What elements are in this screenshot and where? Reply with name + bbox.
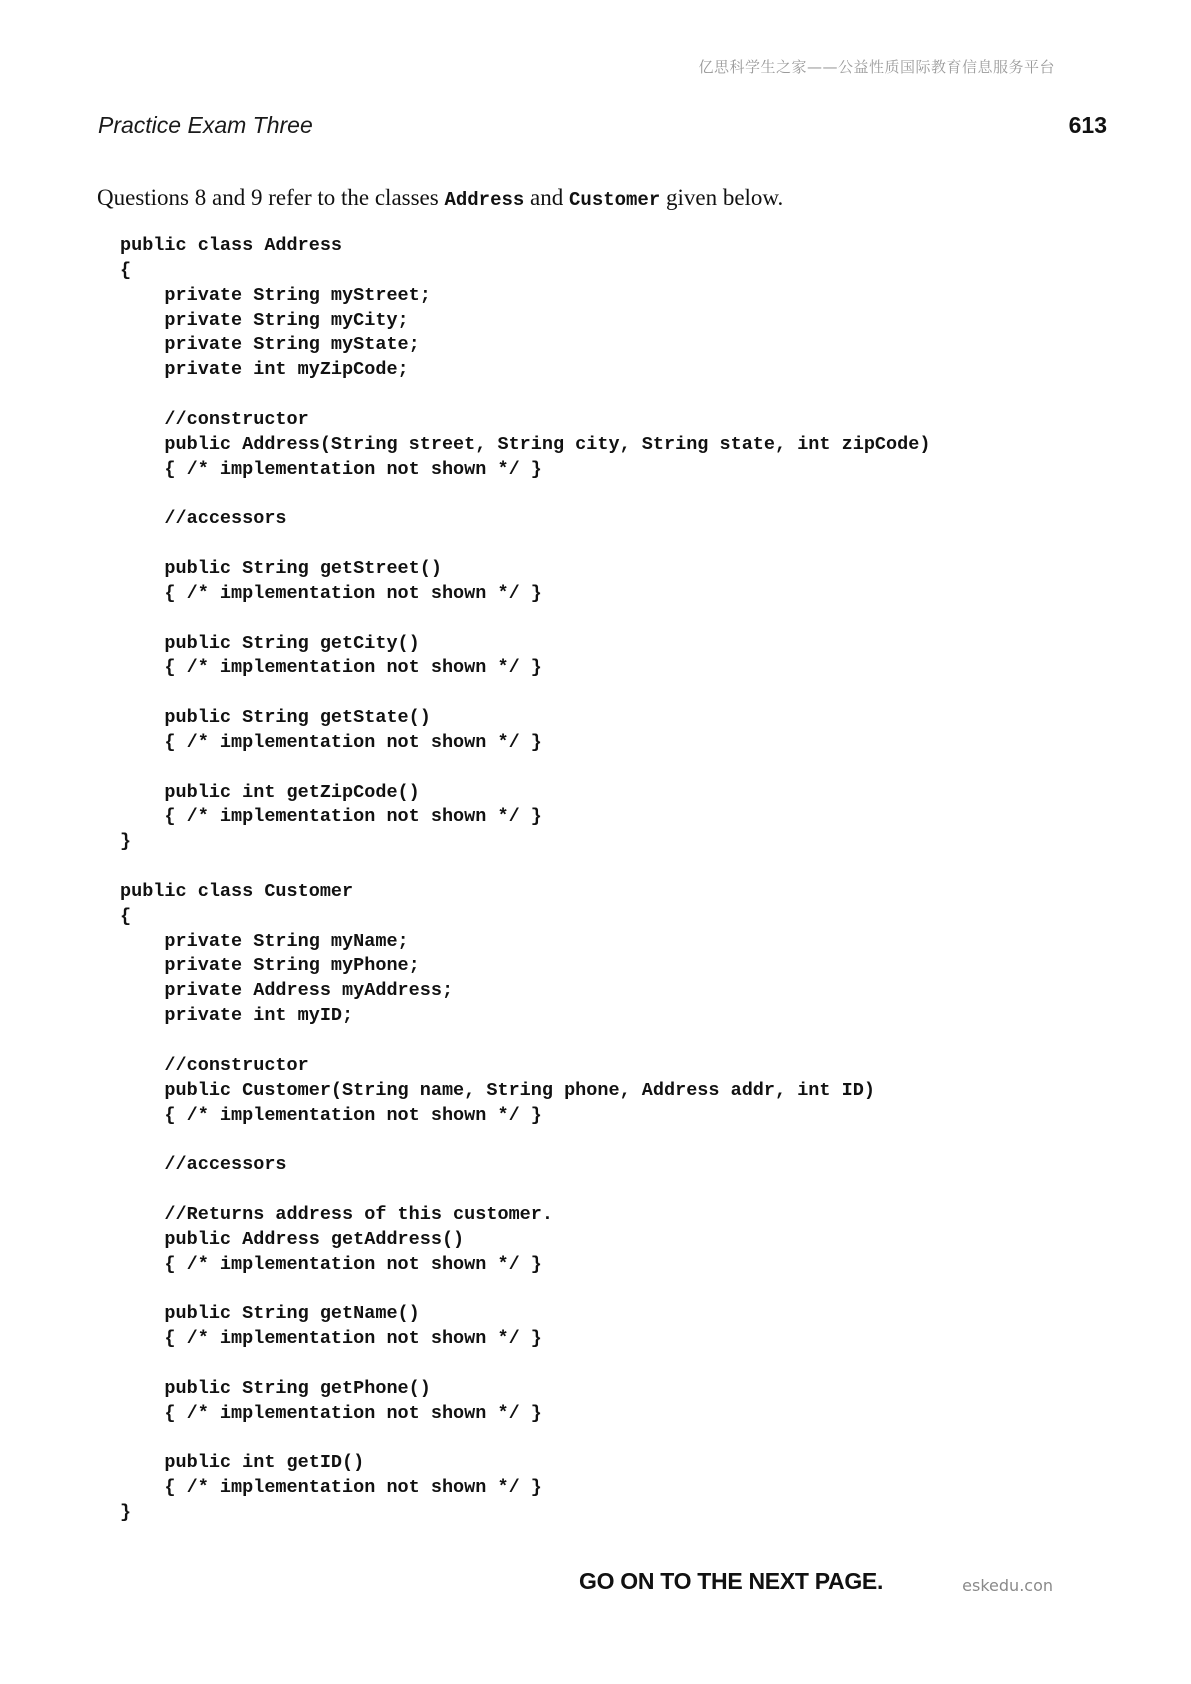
code-line [120, 855, 930, 880]
code-line [120, 532, 930, 557]
code-line [120, 1277, 930, 1302]
code-line: //accessors [120, 508, 287, 530]
code-line: public String getName() [120, 1303, 420, 1325]
code-line: } [120, 831, 132, 853]
code-line: public class Customer [120, 880, 354, 902]
code-line: public Address(String street, String city, String state, int zipCode) [120, 433, 931, 455]
page-number: 613 [1068, 112, 1107, 138]
code-line: { /* implementation not shown */ } [120, 1104, 542, 1126]
intro-sentence [97, 185, 783, 211]
code-line [120, 482, 930, 507]
code-line: public String getCity() [120, 632, 420, 654]
code-line [120, 1178, 930, 1203]
code-line: private String myPhone; [120, 955, 420, 977]
go-on-next-page: GO ON TO THE NEXT PAGE. [579, 1568, 884, 1594]
code-line: { /* implementation not shown */ } [120, 582, 542, 604]
code-line: { [120, 905, 132, 927]
code-line: { /* implementation not shown */ } [120, 458, 542, 480]
code-listing [120, 234, 930, 1526]
code-line: { /* implementation not shown */ } [120, 731, 542, 753]
code-line [120, 681, 930, 706]
code-line [120, 1427, 930, 1452]
code-line: public Customer(String name, String phone, Address addr, int ID) [120, 1079, 875, 1101]
intro-text-after: given below. [660, 185, 784, 210]
code-line: public Address getAddress() [120, 1228, 465, 1250]
code-line: private String myCity; [120, 309, 409, 331]
code-line [120, 1128, 930, 1153]
code-line [120, 1029, 930, 1054]
code-line [120, 607, 930, 632]
code-line: { /* implementation not shown */ } [120, 1477, 542, 1499]
code-line: { /* implementation not shown */ } [120, 1253, 542, 1275]
intro-class-customer: Customer [569, 189, 661, 211]
code-line: private int myID; [120, 1005, 354, 1027]
watermark-top: 亿思科学生之家——公益性质国际教育信息服务平台 [698, 58, 1055, 76]
code-line: { /* implementation not shown */ } [120, 1328, 542, 1350]
code-line: } [120, 1502, 132, 1524]
code-line: public int getZipCode() [120, 781, 420, 803]
code-line: public String getStreet() [120, 557, 442, 579]
code-line: private int myZipCode; [120, 359, 409, 381]
code-line: //accessors [120, 1154, 287, 1176]
intro-class-address: Address [444, 189, 525, 211]
code-line: { [120, 259, 132, 281]
intro-text-before: Questions 8 and 9 refer to the classes [97, 185, 445, 210]
code-line: { /* implementation not shown */ } [120, 806, 542, 828]
code-line: public String getPhone() [120, 1377, 431, 1399]
code-line: //Returns address of this customer. [120, 1203, 553, 1225]
code-line: { /* implementation not shown */ } [120, 657, 542, 679]
code-line [120, 383, 930, 408]
code-line: private String myState; [120, 334, 420, 356]
code-line: private Address myAddress; [120, 980, 454, 1002]
code-line [120, 756, 930, 781]
code-line: //constructor [120, 408, 309, 430]
code-line: private String myName; [120, 930, 409, 952]
code-line: private String myStreet; [120, 284, 431, 306]
code-line: //constructor [120, 1054, 309, 1076]
code-line: public class Address [120, 235, 343, 256]
code-line: public String getState() [120, 707, 431, 729]
watermark-bottom: eskedu.con [962, 1576, 1053, 1595]
running-head: Practice Exam Three [98, 112, 313, 138]
intro-text-middle: and [524, 185, 570, 210]
code-line [120, 1352, 930, 1377]
code-line: { /* implementation not shown */ } [120, 1402, 542, 1424]
code-line: public int getID() [120, 1452, 365, 1474]
